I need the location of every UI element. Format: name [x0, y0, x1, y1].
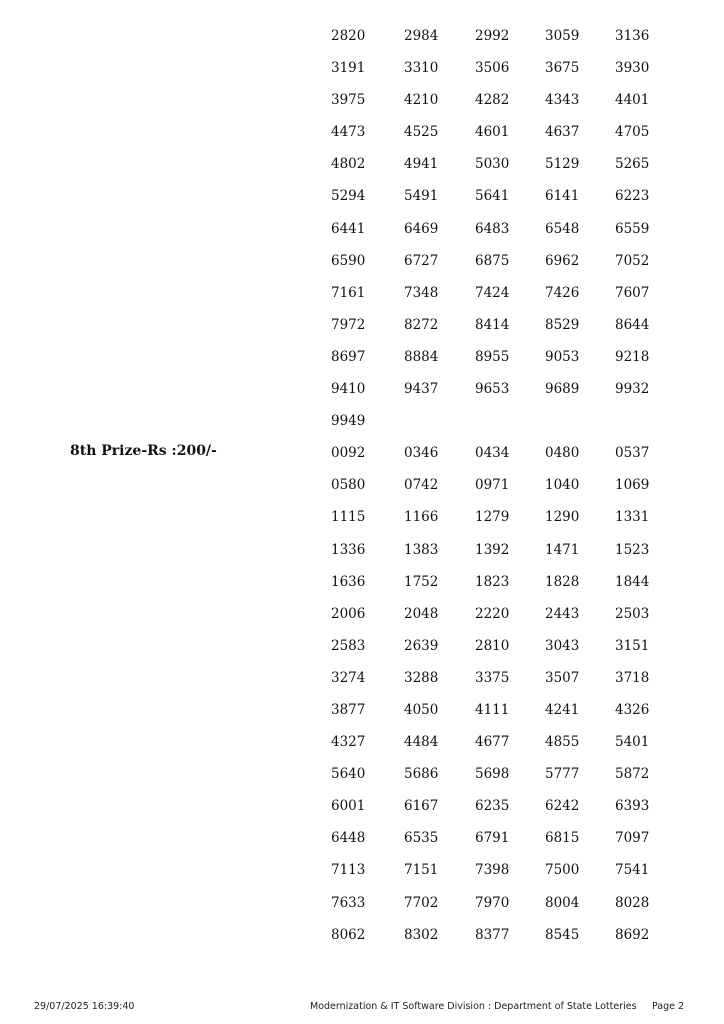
ticket-number: 8697	[331, 348, 366, 365]
result-row	[0, 406, 724, 438]
ticket-number: 7541	[615, 862, 650, 879]
result-row	[0, 888, 724, 920]
ticket-number: 4484	[404, 734, 439, 751]
ticket-number: 6815	[545, 830, 580, 847]
ticket-number: 6875	[475, 252, 510, 269]
ticket-number: 7702	[404, 894, 439, 911]
ticket-number: 2443	[545, 605, 580, 622]
ticket-number: 2992	[475, 28, 510, 44]
ticket-number: 6535	[404, 830, 439, 847]
ticket-number: 6001	[331, 798, 366, 815]
ticket-number: 8302	[404, 926, 439, 943]
ticket-number: 4327	[331, 734, 366, 751]
ticket-number: 8545	[545, 926, 580, 943]
ticket-number: 4473	[331, 124, 366, 141]
ticket-number: 5401	[615, 734, 650, 751]
prize-label: 8th Prize-Rs :200/-	[70, 443, 217, 460]
ticket-number: 1844	[615, 573, 650, 590]
ticket-number: 4705	[615, 124, 650, 141]
ticket-number: 1636	[331, 573, 366, 590]
ticket-number: 0346	[404, 445, 439, 462]
ticket-number: 2639	[404, 637, 439, 654]
ticket-number: 3151	[615, 637, 650, 654]
ticket-number: 5265	[615, 156, 650, 173]
ticket-number: 4326	[615, 701, 650, 718]
ticket-number: 9689	[545, 381, 580, 398]
result-row	[0, 791, 724, 823]
ticket-number: 6235	[475, 798, 510, 815]
ticket-number: 1471	[545, 541, 580, 558]
result-row	[0, 663, 724, 695]
ticket-number: 9053	[545, 348, 580, 365]
ticket-number: 2583	[331, 637, 366, 654]
ticket-number: 8692	[615, 926, 650, 943]
result-row	[0, 53, 724, 85]
ticket-number: 7424	[475, 284, 510, 301]
ticket-number: 1040	[545, 477, 580, 494]
ticket-number: 5641	[475, 188, 510, 205]
ticket-number: 4802	[331, 156, 366, 173]
footer-organization: Modernization & IT Software Division : Department of State Lotteries	[310, 1001, 637, 1012]
ticket-number: 7151	[404, 862, 439, 879]
ticket-number: 1383	[404, 541, 439, 558]
ticket-number: 1336	[331, 541, 366, 558]
ticket-number: 4210	[404, 92, 439, 109]
ticket-number: 4601	[475, 124, 510, 141]
ticket-number: 5777	[545, 766, 580, 783]
result-row	[0, 438, 724, 470]
ticket-number: 8377	[475, 926, 510, 943]
ticket-number: 5030	[475, 156, 510, 173]
ticket-number: 2006	[331, 605, 366, 622]
ticket-number: 5686	[404, 766, 439, 783]
ticket-number: 3877	[331, 701, 366, 718]
ticket-number: 6441	[331, 220, 366, 237]
ticket-number: 4111	[475, 701, 510, 718]
result-row	[0, 727, 724, 759]
ticket-number: 9653	[475, 381, 510, 398]
ticket-number: 5872	[615, 766, 650, 783]
ticket-number: 7348	[404, 284, 439, 301]
ticket-number: 3191	[331, 60, 366, 77]
ticket-number: 7970	[475, 894, 510, 911]
ticket-number: 3506	[475, 60, 510, 77]
ticket-number: 7607	[615, 284, 650, 301]
ticket-number: 6791	[475, 830, 510, 847]
ticket-number: 6727	[404, 252, 439, 269]
result-row	[0, 310, 724, 342]
ticket-number: 1290	[545, 509, 580, 526]
ticket-number: 9218	[615, 348, 650, 365]
ticket-number: 7633	[331, 894, 366, 911]
ticket-number: 6548	[545, 220, 580, 237]
ticket-number: 7426	[545, 284, 580, 301]
result-row	[0, 823, 724, 855]
ticket-number: 4282	[475, 92, 510, 109]
ticket-number: 3675	[545, 60, 580, 77]
ticket-number: 1166	[404, 509, 439, 526]
ticket-number: 9949	[331, 413, 366, 430]
ticket-number: 8529	[545, 316, 580, 333]
ticket-number: 9410	[331, 381, 366, 398]
result-row	[0, 278, 724, 310]
ticket-number: 8062	[331, 926, 366, 943]
result-row	[0, 117, 724, 149]
ticket-number: 6962	[545, 252, 580, 269]
ticket-number: 4401	[615, 92, 650, 109]
ticket-number: 4050	[404, 701, 439, 718]
result-row	[0, 246, 724, 278]
ticket-number: 1752	[404, 573, 439, 590]
ticket-number: 0480	[545, 445, 580, 462]
ticket-number: 3059	[545, 28, 580, 44]
ticket-number: 6223	[615, 188, 650, 205]
result-row	[0, 21, 724, 53]
ticket-number: 6559	[615, 220, 650, 237]
ticket-number: 3507	[545, 669, 580, 686]
ticket-number: 5129	[545, 156, 580, 173]
ticket-number: 4525	[404, 124, 439, 141]
ticket-number: 0971	[475, 477, 510, 494]
ticket-number: 7161	[331, 284, 366, 301]
ticket-number: 4855	[545, 734, 580, 751]
ticket-number: 8272	[404, 316, 439, 333]
ticket-number: 3043	[545, 637, 580, 654]
footer-timestamp: 29/07/2025 16:39:40	[34, 1001, 135, 1012]
ticket-number: 7052	[615, 252, 650, 269]
ticket-number: 8414	[475, 316, 510, 333]
ticket-number: 2220	[475, 605, 510, 622]
page-footer	[0, 1001, 724, 1015]
ticket-number: 6590	[331, 252, 366, 269]
ticket-number: 7113	[331, 862, 366, 879]
ticket-number: 8644	[615, 316, 650, 333]
result-row	[0, 85, 724, 117]
ticket-number: 8004	[545, 894, 580, 911]
ticket-number: 6167	[404, 798, 439, 815]
result-row	[0, 181, 724, 213]
ticket-number: 7500	[545, 862, 580, 879]
ticket-number: 1392	[475, 541, 510, 558]
ticket-number: 1069	[615, 477, 650, 494]
result-row	[0, 759, 724, 791]
ticket-number: 0537	[615, 445, 650, 462]
ticket-number: 6469	[404, 220, 439, 237]
ticket-number: 0434	[475, 445, 510, 462]
ticket-number: 1523	[615, 541, 650, 558]
result-row	[0, 855, 724, 887]
ticket-number: 0092	[331, 445, 366, 462]
ticket-number: 8028	[615, 894, 650, 911]
ticket-number: 6448	[331, 830, 366, 847]
ticket-number: 5294	[331, 188, 366, 205]
result-row	[0, 374, 724, 406]
ticket-number: 8955	[475, 348, 510, 365]
result-row	[0, 535, 724, 567]
ticket-number: 2503	[615, 605, 650, 622]
ticket-number: 3375	[475, 669, 510, 686]
ticket-number: 3930	[615, 60, 650, 77]
results-table	[0, 21, 724, 952]
ticket-number: 0580	[331, 477, 366, 494]
footer-page-number: Page 2	[652, 1001, 685, 1012]
result-row	[0, 502, 724, 534]
ticket-number: 7972	[331, 316, 366, 333]
ticket-number: 6242	[545, 798, 580, 815]
ticket-number: 5491	[404, 188, 439, 205]
result-row	[0, 567, 724, 599]
ticket-number: 4941	[404, 156, 439, 173]
ticket-number: 5698	[475, 766, 510, 783]
result-row	[0, 920, 724, 952]
ticket-number: 4677	[475, 734, 510, 751]
result-row	[0, 149, 724, 181]
ticket-number: 1823	[475, 573, 510, 590]
ticket-number: 2048	[404, 605, 439, 622]
ticket-number: 6141	[545, 188, 580, 205]
ticket-number: 3136	[615, 28, 650, 44]
ticket-number: 9932	[615, 381, 650, 398]
ticket-number: 1279	[475, 509, 510, 526]
ticket-number: 2820	[331, 28, 366, 44]
ticket-number: 6483	[475, 220, 510, 237]
ticket-number: 9437	[404, 381, 439, 398]
ticket-number: 2984	[404, 28, 439, 44]
ticket-number: 0742	[404, 477, 439, 494]
ticket-number: 7398	[475, 862, 510, 879]
ticket-number: 3310	[404, 60, 439, 77]
ticket-number: 8884	[404, 348, 439, 365]
result-row	[0, 599, 724, 631]
ticket-number: 3274	[331, 669, 366, 686]
result-row	[0, 470, 724, 502]
ticket-number: 4343	[545, 92, 580, 109]
ticket-number: 5640	[331, 766, 366, 783]
ticket-number: 1828	[545, 573, 580, 590]
result-row	[0, 342, 724, 374]
ticket-number: 3718	[615, 669, 650, 686]
ticket-number: 3975	[331, 92, 366, 109]
ticket-number: 4241	[545, 701, 580, 718]
result-row	[0, 631, 724, 663]
result-row	[0, 695, 724, 727]
ticket-number: 1331	[615, 509, 650, 526]
ticket-number: 7097	[615, 830, 650, 847]
ticket-number: 3288	[404, 669, 439, 686]
ticket-number: 4637	[545, 124, 580, 141]
ticket-number: 1115	[331, 509, 366, 526]
ticket-number: 6393	[615, 798, 650, 815]
ticket-number: 2810	[475, 637, 510, 654]
result-row	[0, 214, 724, 246]
